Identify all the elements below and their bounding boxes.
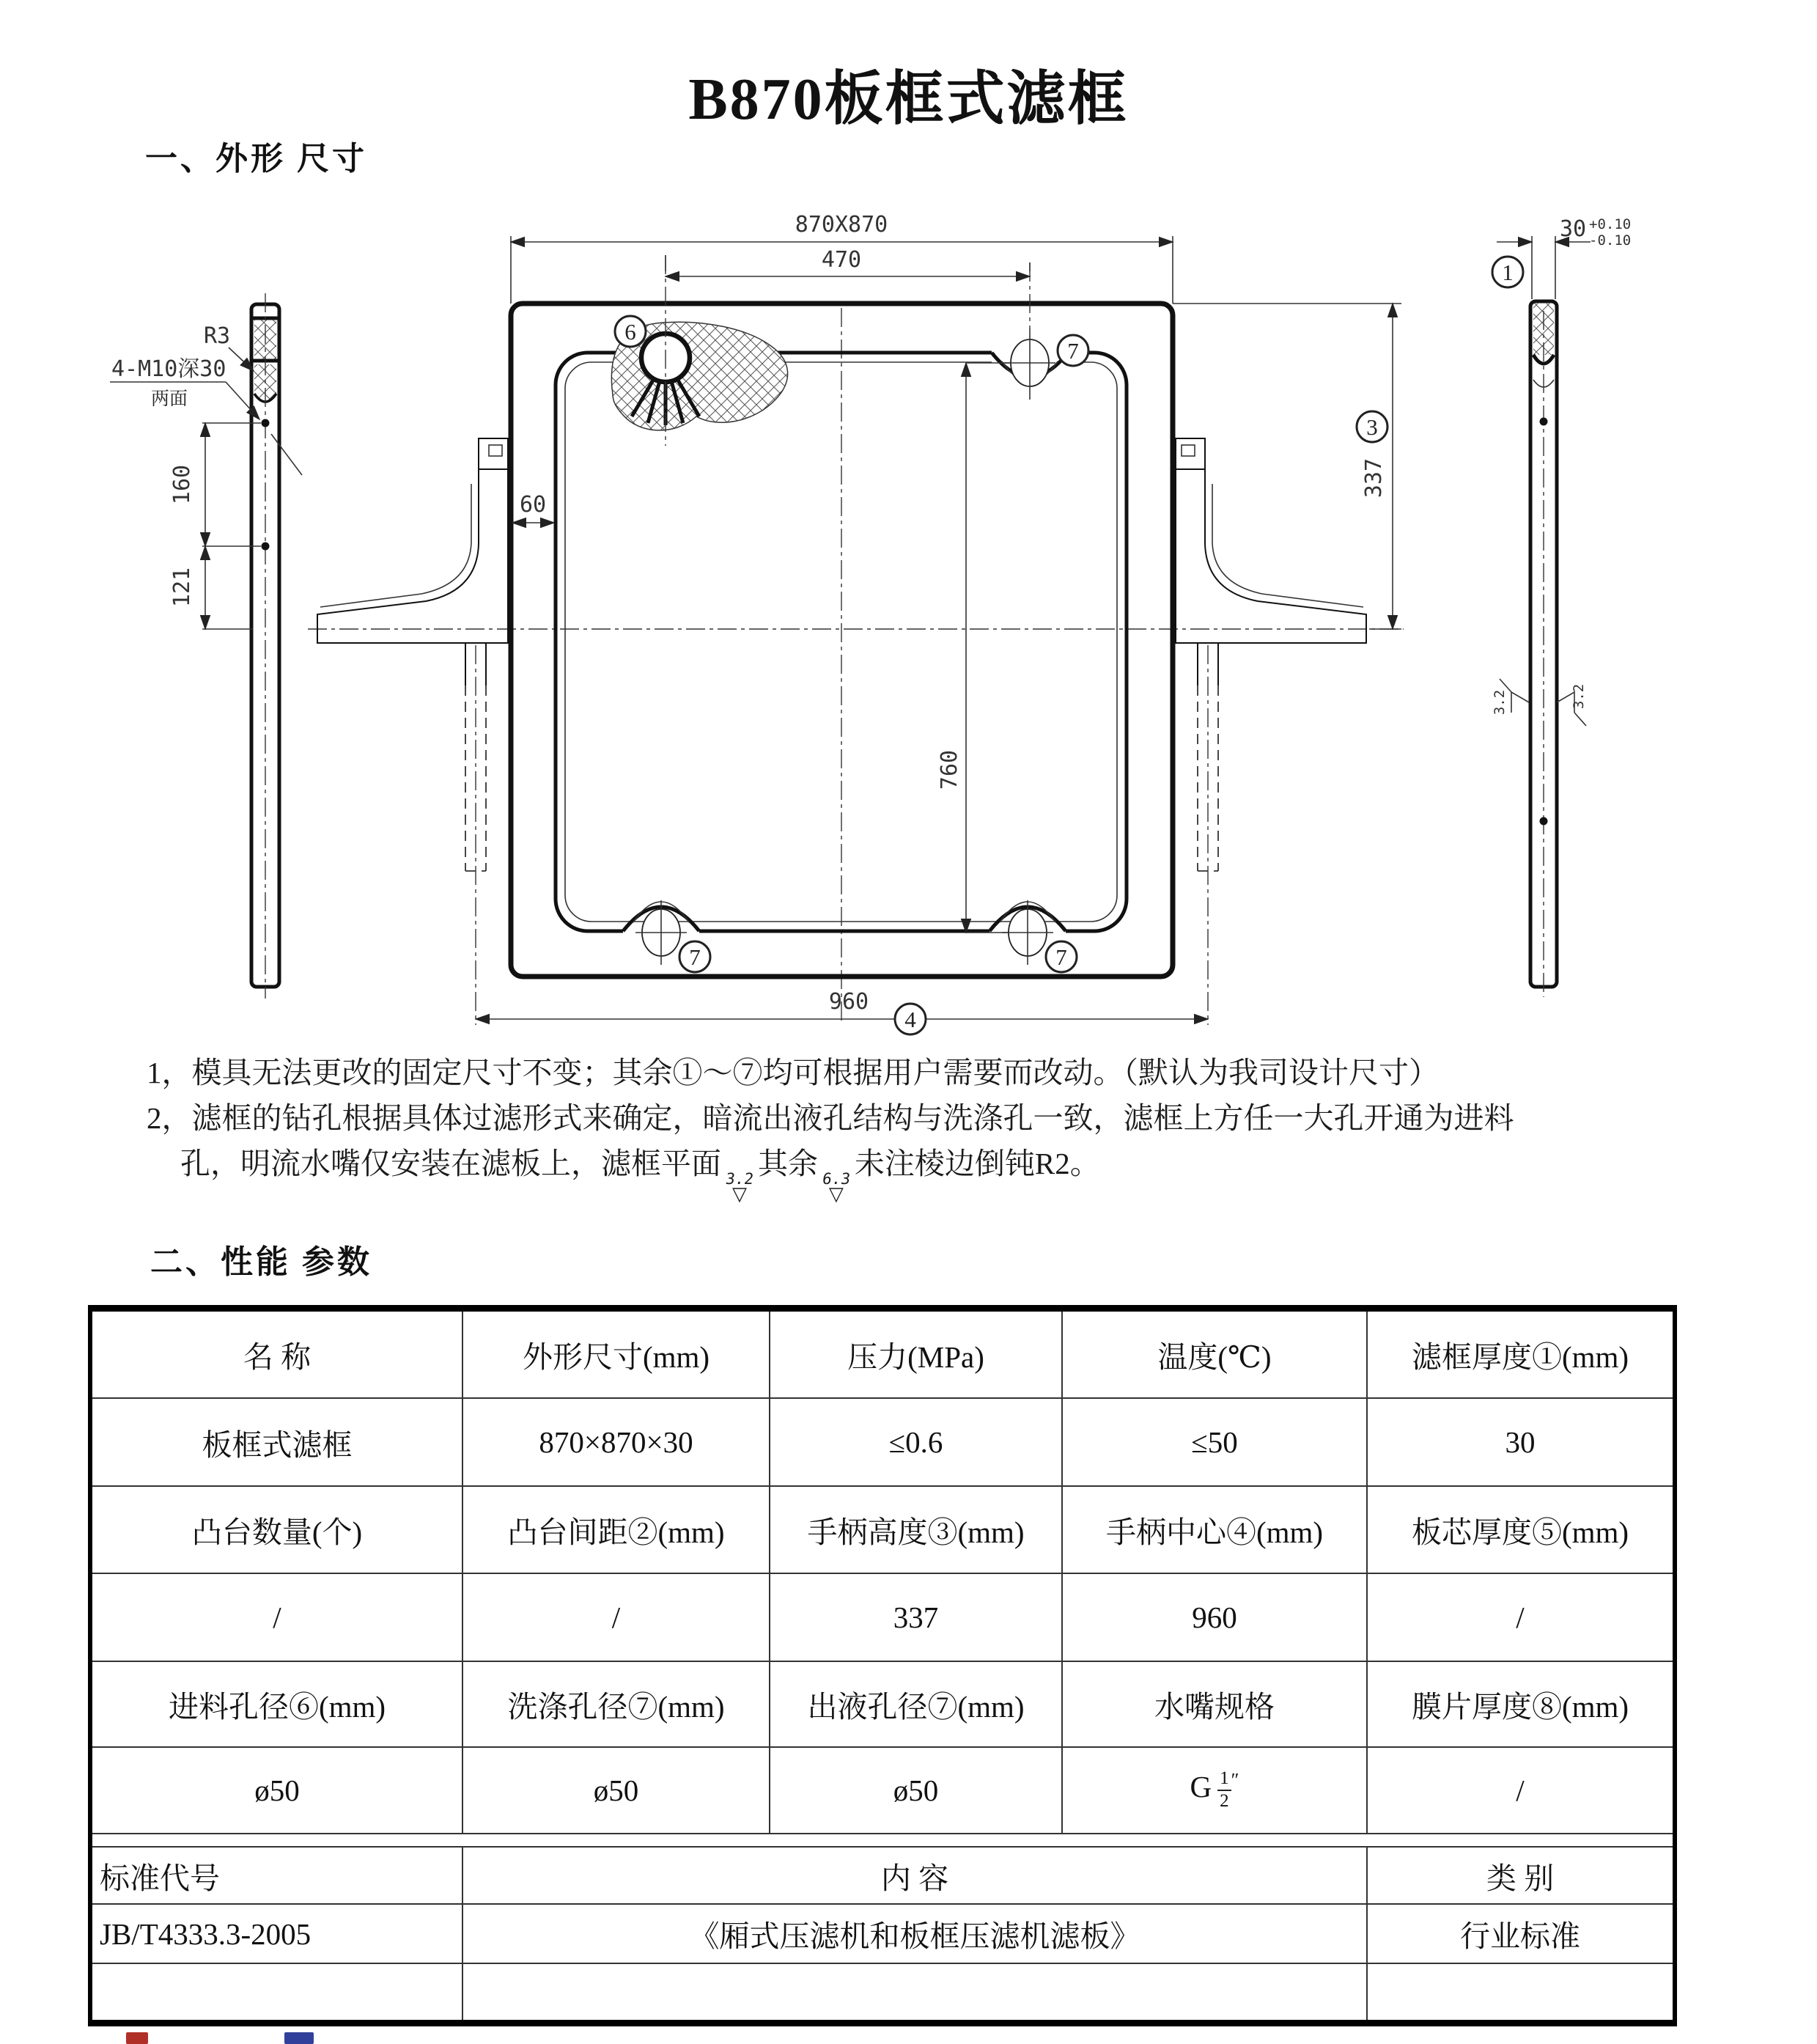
header-nozzle-spec: 水嘴规格 (1062, 1661, 1367, 1747)
table-header-row-1 (90, 1309, 1675, 1399)
balloon-7-bl-number: 7 (689, 944, 701, 970)
header-name: 名 称 (90, 1309, 462, 1399)
roughness-left-value: 3.2 (1492, 689, 1508, 716)
table-separator-row (90, 1834, 1675, 1847)
roughness-symbol-3.2: 3.2 ▽ (724, 1170, 755, 1205)
header-boss-count: 凸台数量(个) (90, 1486, 462, 1573)
table-standard-value-row (90, 1904, 1675, 1963)
thread-hole-upper (262, 419, 270, 427)
dim-960 (476, 989, 1208, 1019)
header-outlet-hole: 出液孔径⑦(mm) (770, 1661, 1062, 1747)
value-boss-count: / (90, 1573, 462, 1661)
page-bottom-cut-text-red (126, 2032, 148, 2044)
value-nozzle-spec: G $\frac{1}{2}$ ″ (1062, 1747, 1367, 1834)
table-value-row-1 (90, 1398, 1675, 1486)
header-boss-spacing: 凸台间距②(mm) (462, 1486, 770, 1573)
value-core-thickness: / (1367, 1573, 1675, 1661)
note-line-3-post: 未注棱边倒钝R2。 (854, 1147, 1100, 1180)
dim-760-label: 760 (937, 749, 962, 790)
notes-block (147, 1050, 1744, 1205)
dim-470 (666, 247, 1030, 276)
spec-table (88, 1305, 1677, 2026)
section1-heading: 一、外形 尺寸 (145, 141, 367, 177)
note-line-3 (147, 1141, 1744, 1205)
dim-470-label: 470 (821, 247, 862, 273)
value-boss-spacing: / (462, 1573, 770, 1661)
front-view (308, 212, 1404, 1034)
header-feed-hole: 进料孔径⑥(mm) (90, 1661, 462, 1747)
empty-cell (90, 1963, 462, 2023)
header-wash-hole: 洗涤孔径⑦(mm) (462, 1661, 770, 1747)
balloon-7-bottom-right (1046, 941, 1077, 972)
right-handle-bracket (1176, 438, 1366, 1025)
page-title: B870板框式滤框 (688, 67, 1129, 132)
dim-870x870-label: 870X870 (795, 212, 888, 238)
table-value-row-2 (90, 1573, 1675, 1661)
table-value-row-3 (90, 1747, 1675, 1834)
value-membrane-thickness: / (1367, 1747, 1675, 1834)
empty-cell (1367, 1963, 1675, 2023)
header-frame-thickness: 滤框厚度①(mm) (1367, 1309, 1675, 1399)
value-standard-category: 行业标准 (1367, 1904, 1675, 1963)
dim-337-label: 337 (1361, 457, 1387, 499)
value-outline-size: 870×870×30 (462, 1398, 770, 1486)
balloon-6 (615, 316, 646, 347)
header-pressure: 压力(MPa) (770, 1309, 1062, 1399)
value-outlet-hole: ø50 (770, 1747, 1062, 1834)
header-temperature: 温度(℃) (1062, 1309, 1367, 1399)
right-section-view (1492, 216, 1631, 997)
balloon-7-bottom-left (679, 941, 710, 972)
header-handle-height: 手柄高度③(mm) (770, 1486, 1062, 1573)
header-membrane-thickness: 膜片厚度⑧(mm) (1367, 1661, 1675, 1747)
table-header-row-3 (90, 1661, 1675, 1747)
balloon-7-top (1058, 335, 1088, 366)
roughness-right-value: 3.2 (1571, 683, 1587, 710)
balloon-3-number: 3 (1366, 414, 1378, 440)
washing-hole-top (992, 262, 1068, 400)
balloon-4-number: 4 (904, 1007, 916, 1032)
dim-60-label: 60 (519, 492, 547, 518)
dim-121-label: 121 (169, 567, 195, 608)
balloon-4 (895, 1004, 926, 1034)
dim-30-label: 30 (1560, 216, 1587, 242)
note-line-1: 1，模具无法更改的固定尺寸不变；其余①～⑦均可根据用户需要而改动。（默认为我司设计尺寸） (147, 1056, 1439, 1089)
balloon-7-br-number: 7 (1055, 944, 1067, 970)
page-bottom-cut-text-blue (284, 2032, 314, 2044)
balloon-1 (1492, 257, 1523, 287)
balloon-7-top-number: 7 (1067, 338, 1079, 364)
value-standard-code: JB/T4333.3-2005 (90, 1904, 462, 1963)
header-core-thickness: 板芯厚度⑤(mm) (1367, 1486, 1675, 1573)
value-handle-center: 960 (1062, 1573, 1367, 1661)
header-handle-center: 手柄中心④(mm) (1062, 1486, 1367, 1573)
header-standard-category: 类 别 (1367, 1847, 1675, 1904)
balloon-6-number: 6 (624, 319, 636, 345)
value-frame-thickness: 30 (1367, 1398, 1675, 1486)
dim-60 (512, 492, 554, 523)
dim-960-label: 960 (828, 989, 869, 1015)
header-standard-content: 内 容 (462, 1847, 1367, 1904)
left-handle-bracket (317, 438, 508, 1025)
value-name: 板框式滤框 (90, 1398, 462, 1486)
table-empty-row (90, 1963, 1675, 2023)
separator-cell (90, 1834, 1675, 1847)
left-section-view (110, 293, 302, 999)
value-temperature: ≤50 (1062, 1398, 1367, 1486)
dim-30-tol-minus: -0.10 (1589, 232, 1632, 249)
value-wash-hole: ø50 (462, 1747, 770, 1834)
section2-heading: 二、性能 参数 (150, 1244, 372, 1280)
dim-337 (1173, 304, 1401, 629)
surface-roughness-left (1492, 679, 1529, 715)
thread-hole-lower (262, 543, 270, 551)
dim-30-tol-plus: +0.10 (1589, 216, 1632, 232)
feed-hole (611, 255, 787, 446)
value-feed-hole: ø50 (90, 1747, 462, 1834)
thread-label: 4-M10深30 (111, 356, 226, 382)
r3-label: R3 (204, 323, 231, 349)
header-standard-code: 标准代号 (90, 1847, 462, 1904)
surface-roughness-right (1557, 684, 1587, 726)
both-sides-label: 两面 (151, 389, 188, 409)
note-line-3-mid: 其余 (757, 1147, 818, 1180)
note-line-3-pre: 孔，明流水嘴仅安装在滤板上，滤框平面 (180, 1147, 721, 1180)
value-pressure: ≤0.6 (770, 1398, 1062, 1486)
roughness-symbol-6.3: 6.3 ▽ (821, 1170, 852, 1205)
dim-760 (937, 363, 1011, 933)
balloon-3 (1357, 411, 1387, 442)
value-handle-height: 337 (770, 1573, 1062, 1661)
header-outline-size: 外形尺寸(mm) (462, 1309, 770, 1399)
dim-160-label: 160 (169, 464, 195, 505)
balloon-1-number: 1 (1502, 260, 1514, 285)
empty-cell (462, 1963, 1367, 2023)
table-header-row-2 (90, 1486, 1675, 1573)
dim-160-121 (169, 423, 261, 629)
note-line-2: 2，滤框的钻孔根据具体过滤形式来确定，暗流出液孔结构与洗涤孔一致，滤框上方任一大孔开通为进料 (147, 1101, 1514, 1135)
value-standard-content: 《厢式压滤机和板框压滤机滤板》 (462, 1904, 1367, 1963)
dim-30 (1497, 216, 1631, 299)
table-standard-header-row (90, 1847, 1675, 1904)
